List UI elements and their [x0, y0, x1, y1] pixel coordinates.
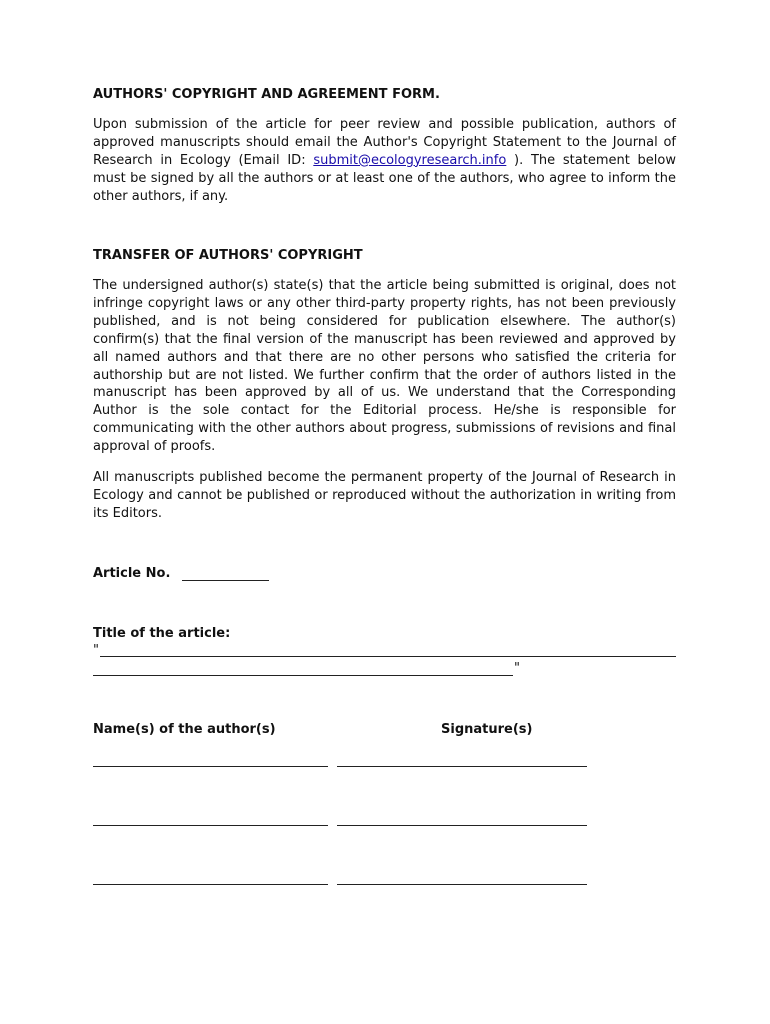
- title-label: Title of the article:: [93, 626, 231, 641]
- intro-paragraph: [93, 116, 676, 206]
- author-name-field-3[interactable]: [93, 884, 328, 885]
- submission-email-link[interactable]: submit@ecologyresearch.info: [313, 152, 507, 168]
- author-name-field-1[interactable]: [93, 766, 328, 767]
- property-paragraph: All manuscripts published become the permanent property of the Journal of Research in Ecology and cannot be published or reproduced without the authorization in writing from its Editors.: [93, 470, 676, 521]
- form-title: AUTHORS' COPYRIGHT AND AGREEMENT FORM.: [93, 87, 440, 102]
- intro-text-start: Upon submission of the article for peer review and possible publication, authors of approved manuscripts should email the Author's Copyright Statement to the Journal of Research in Ecology (Email ID:: [93, 117, 676, 168]
- signatures-label: Signature(s): [441, 722, 533, 737]
- transfer-heading: TRANSFER OF AUTHORS' COPYRIGHT: [93, 248, 363, 263]
- signature-field-3[interactable]: [337, 884, 587, 885]
- title-field-line-2[interactable]: [93, 675, 513, 676]
- signature-field-1[interactable]: [337, 766, 587, 767]
- article-no-label: Article No.: [93, 566, 171, 581]
- authors-names-label: Name(s) of the author(s): [93, 722, 276, 737]
- title-close-quote: ": [514, 661, 520, 676]
- intro-text-end: ). The statement below must be signed by all the authors or at least one of the authors, who agree to inform the other authors, if any.: [93, 152, 676, 204]
- author-name-field-2[interactable]: [93, 825, 328, 826]
- title-field-line-1[interactable]: [100, 656, 676, 657]
- article-no-field[interactable]: [182, 580, 269, 581]
- signature-field-2[interactable]: [337, 825, 587, 826]
- transfer-paragraph: The undersigned author(s) state(s) that the article being submitted is original, does not infringe copyright laws or any other third-party property rights, has not been previously published, and is not being considered for publication elsewhere. The author(s) confirm(s) that the final version of the manuscript has been reviewed and approved by all named authors and that there are no other persons who satisfied the criteria for authorship but are not listed. We further confirm that the order of authors listed in the manuscript has been approved by all of us. We understand that the Corresponding Author is the sole contact for the Editorial process. He/she is responsible for communicating with the other authors about progress, submissions of revisions and final approval of proofs.: [93, 278, 676, 455]
- title-open-quote: ": [93, 643, 99, 658]
